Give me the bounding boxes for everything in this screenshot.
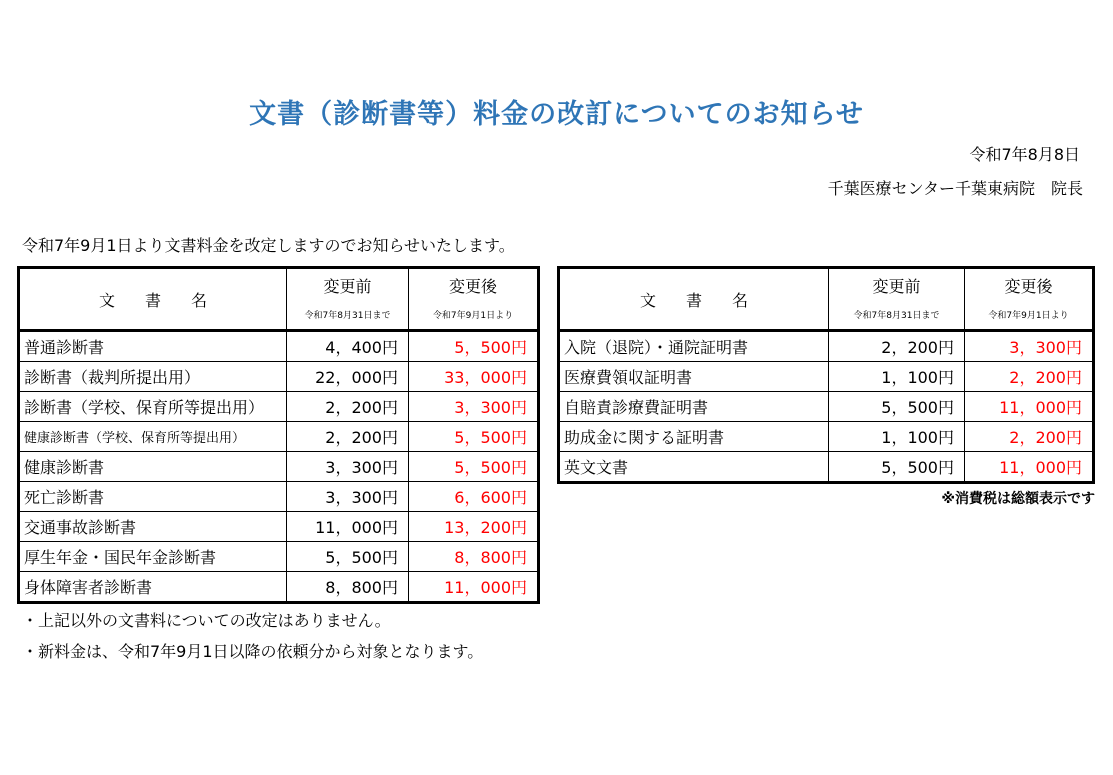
fee-after: 5，500円 [409, 331, 539, 362]
fee-after: 5，500円 [409, 422, 539, 452]
header-document-name: 文書名 [559, 268, 829, 331]
issuer: 千葉医療センター千葉東病院 院長 [827, 179, 1083, 198]
table-row [19, 362, 539, 392]
notice-date: 令和7年8月8日 [969, 145, 1080, 164]
table-row [559, 452, 1094, 483]
table-row [19, 512, 539, 542]
table-row [19, 572, 539, 603]
fee-after: 2，200円 [965, 422, 1094, 452]
fee-before: 5，500円 [829, 452, 965, 483]
header-after [409, 268, 539, 331]
document-name: 健康診断書（学校、保育所等提出用） [19, 422, 287, 452]
document-name: 健康診断書 [19, 452, 287, 482]
fee-before: 3，300円 [287, 452, 409, 482]
fee-before: 2，200円 [287, 392, 409, 422]
table-row [19, 422, 539, 452]
header-before [829, 268, 965, 331]
tax-note: ※消費税は総額表示です [941, 491, 1095, 507]
fee-after: 5，500円 [409, 452, 539, 482]
fee-before: 1，100円 [829, 422, 965, 452]
table-row [19, 482, 539, 512]
table-row [559, 362, 1094, 392]
table-row [559, 422, 1094, 452]
document-name: 助成金に関する証明書 [559, 422, 829, 452]
fee-before: 3，300円 [287, 482, 409, 512]
header-after-note: 令和7年9月1日より [432, 311, 514, 321]
document-name: 交通事故診断書 [19, 512, 287, 542]
fee-after: 11，000円 [409, 572, 539, 603]
table-row [19, 452, 539, 482]
header-after-label: 変更後 [448, 277, 497, 296]
document-name: 死亡診断書 [19, 482, 287, 512]
table-row [559, 331, 1094, 362]
fee-before: 11，000円 [287, 512, 409, 542]
header-after-label: 変更後 [1004, 277, 1053, 296]
fee-before: 8，800円 [287, 572, 409, 603]
fee-before: 2，200円 [829, 331, 965, 362]
fee-after: 13，200円 [409, 512, 539, 542]
table-row [19, 331, 539, 362]
header-before-label: 変更前 [872, 277, 921, 296]
header-after-note: 令和7年9月1日より [988, 311, 1069, 321]
fee-before: 4，400円 [287, 331, 409, 362]
table-row [559, 392, 1094, 422]
document-name: 医療費領収証明書 [559, 362, 829, 392]
document-name: 入院（退院）・通院証明書 [559, 331, 829, 362]
fee-after: 3，300円 [965, 331, 1094, 362]
fee-table-right [557, 266, 1095, 484]
header-before-note: 令和7年8月31日まで [853, 311, 940, 321]
fee-before: 2，200円 [287, 422, 409, 452]
document-name: 普通診断書 [19, 331, 287, 362]
document-name: 自賠責診療費証明書 [559, 392, 829, 422]
header-before-note: 令和7年8月31日まで [304, 311, 391, 321]
header-before-label: 変更前 [323, 277, 372, 296]
document-name: 英文文書 [559, 452, 829, 483]
footnote-effective-date: ・新料金は、令和7年9月1日以降の依頼分から対象となります。 [22, 642, 484, 661]
intro-text: 令和7年9月1日より文書料金を改定しますのでお知らせいたします。 [22, 236, 515, 255]
document-name: 診断書（学校、保育所等提出用） [19, 392, 287, 422]
table-row [19, 542, 539, 572]
fee-before: 5，500円 [829, 392, 965, 422]
table-row [19, 392, 539, 422]
document-name: 身体障害者診断書 [19, 572, 287, 603]
fee-table-left [17, 266, 540, 604]
fee-before: 22，000円 [287, 362, 409, 392]
fee-after: 11，000円 [965, 392, 1094, 422]
header-before [287, 268, 409, 331]
fee-after: 6，600円 [409, 482, 539, 512]
header-document-name: 文書名 [19, 268, 287, 331]
header-after [965, 268, 1094, 331]
document-name: 診断書（裁判所提出用） [19, 362, 287, 392]
footnote-no-other-changes: ・上記以外の文書料についての改定はありません。 [22, 611, 391, 630]
fee-after: 2，200円 [965, 362, 1094, 392]
document-name: 厚生年金・国民年金診断書 [19, 542, 287, 572]
fee-after: 8，800円 [409, 542, 539, 572]
fee-after: 3，300円 [409, 392, 539, 422]
fee-after: 11，000円 [965, 452, 1094, 483]
fee-before: 5，500円 [287, 542, 409, 572]
page-title: 文書（診断書等）料金の改訂についてのお知らせ [249, 99, 864, 130]
fee-after: 33，000円 [409, 362, 539, 392]
fee-before: 1，100円 [829, 362, 965, 392]
